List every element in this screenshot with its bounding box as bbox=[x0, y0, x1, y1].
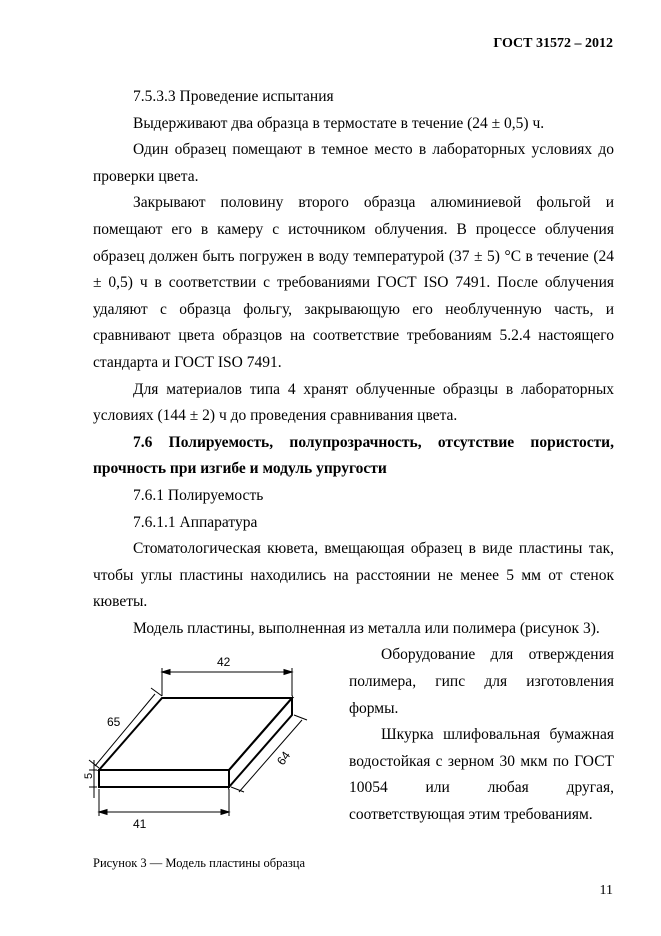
dimension-label-bottom: 41 bbox=[133, 817, 147, 832]
figure-3 bbox=[83, 648, 333, 858]
paragraph: Выдерживают два образца в термостате в течение (24 ± 0,5) ч. bbox=[133, 114, 545, 132]
section-heading: 7.6 Полируемость, полупрозрачность, отсутствие пористости, прочность при изгибе и модуль упругости bbox=[93, 433, 614, 478]
plate-drawing bbox=[83, 648, 333, 848]
figure-caption: Рисунок 3 — Модель пластины образца bbox=[93, 856, 306, 871]
page-number: 11 bbox=[599, 883, 613, 898]
paragraph: Для материалов типа 4 хранят облученные образцы в лабораторных условиях (144 ± 2) ч до проведения сравнивания цвета. bbox=[93, 380, 614, 425]
dimension-label-left: 65 bbox=[107, 715, 121, 730]
subsection-title: 7.5.3.3 Проведение испытания bbox=[133, 88, 334, 105]
standard-header: ГОСТ 31572 – 2012 bbox=[493, 36, 613, 51]
dimension-label-top: 42 bbox=[217, 655, 231, 670]
paragraph: Стоматологическая кювета, вмещающая образец в виде пластины так, чтобы углы пластины находились на расстоянии не менее 5 мм от стенок кюветы. bbox=[93, 540, 614, 611]
paragraph: Один образец помещают в темное место в лабораторных условиях до проверки цвета. bbox=[93, 141, 614, 185]
paragraph: Модель пластины, выполненная из металла или полимера (рисунок 3). bbox=[133, 619, 600, 637]
dimension-label-right: 64 bbox=[273, 749, 294, 769]
figure-side-text bbox=[349, 642, 614, 828]
paragraph: Закрывают половину второго образца алюминиевой фольгой и помещают его в камеру с источником облучения. В процессе облучения образец должен быть погружен в воду температурой (37 ± 5) °С в течение (24 ± 0,5) ч в соответствии с требованиями ГОСТ ISO 7491. После облучения удаляют с образца фольгу, закрывающую его необлученную часть, и сравнивают цвета образцов на соответствие требованиям 5.2.4 настоящего стандарта и ГОСТ ISO 7491. bbox=[93, 194, 614, 371]
paragraph: Оборудование для отверждения полимера, гипс для изготовления формы. bbox=[349, 646, 614, 717]
figure-block bbox=[83, 642, 614, 874]
dimension-label-height: 5 bbox=[83, 773, 95, 780]
paragraph: Шкурка шлифовальная бумажная водостойкая с зерном 30 мкм по ГОСТ 10054 или любая другая, соответствующая этим требованиям. bbox=[349, 726, 614, 824]
subsection-title: 7.6.1.1 Аппаратура bbox=[133, 513, 258, 531]
subsection-title: 7.6.1 Полируемость bbox=[133, 486, 264, 504]
body-text bbox=[83, 84, 614, 874]
